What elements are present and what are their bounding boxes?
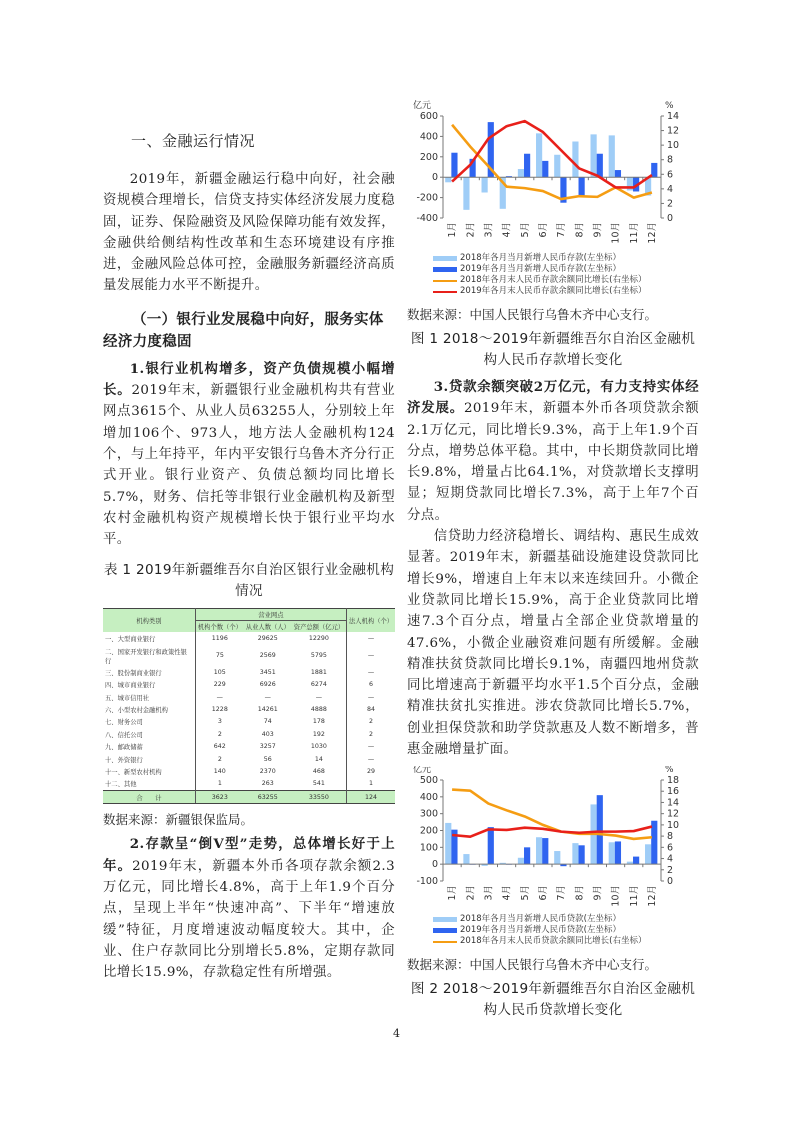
left-tick: -400 <box>416 213 438 224</box>
loan-chart-svg <box>407 766 699 914</box>
category-label: 12月 <box>646 222 658 244</box>
paragraph-body: 2019年末，新疆本外币各项存款余额2.3万亿元，同比增长4.8%，高于上年1.9个百分点，呈现上半年“快速冲高”、下半年“增速放缓”特征，月度增速波动幅度较大。其中，企业、住户存款同比分别增长5.8%，定期存款同比增长15.9%，存款稳定性有所增强。 <box>103 858 395 981</box>
right-tick: 0 <box>667 213 674 224</box>
category-label: 10月 <box>610 222 622 244</box>
bar <box>651 163 657 177</box>
legend-label: 2018年各月末人民币贷款余额同比增长(右坐标） <box>460 936 647 947</box>
legend-item <box>433 914 699 925</box>
cell-staff: 3451 <box>259 668 276 676</box>
cell-assets: 541 <box>292 778 347 791</box>
bar <box>615 842 621 865</box>
right-tick: 4 <box>667 853 674 865</box>
left-tick: -100 <box>416 876 438 888</box>
cell-legal: 29 <box>366 767 375 775</box>
cell-count: 642 <box>213 743 226 751</box>
cell-assets: 1030 <box>292 740 347 752</box>
cell-name: 四、城市商业银行 <box>103 679 195 691</box>
cell-legal: 6 <box>368 681 373 689</box>
legend-item <box>433 286 699 297</box>
cell-count: 1 <box>217 780 222 788</box>
right-tick: 2 <box>667 198 674 210</box>
legend-item <box>433 275 699 286</box>
cell-count: 2 <box>217 755 222 763</box>
table-row <box>103 691 395 703</box>
category-label: 12月 <box>646 885 658 907</box>
figure-2-source: 数据来源：中国人民银行乌鲁木齐中心支行。 <box>407 957 658 973</box>
cell-count: 3 <box>217 718 222 726</box>
figure-2-chart <box>407 766 699 947</box>
legend-swatch-icon <box>433 917 457 922</box>
paragraph-body: 2019年末，新疆本外币各项贷款余额2.1万亿元，同比增长9.3%，高于上年1.9个百分点，增势总体平稳。其中，中长期贷款同比增长9.8%，增量占比64.1%，对贷款增长支撑明显；短期贷款同比增长7.3%，高于上年7个百分点。 <box>407 401 699 523</box>
right-tick: 4 <box>667 183 674 195</box>
cell-name: 三、股份制商业银行 <box>103 666 195 678</box>
cell-assets: 12290 <box>292 632 347 644</box>
cell-staff: 403 <box>261 730 274 738</box>
cell-legal: 1 <box>368 780 373 788</box>
legend-swatch-icon <box>433 928 457 933</box>
header-group: 营业网点 <box>195 609 346 621</box>
legend-item <box>433 925 699 936</box>
bar <box>524 154 530 177</box>
left-tick: -200 <box>416 192 438 204</box>
cell-name: 七、财务公司 <box>103 716 195 728</box>
legend-label: 2019年各月当月新增人民币存款(左坐标） <box>460 264 621 274</box>
figure-1-source: 数据来源：中国人民银行乌鲁木齐中心支行。 <box>407 307 658 322</box>
table-row <box>103 645 395 666</box>
category-label: 7月 <box>556 885 568 901</box>
table-row <box>103 765 395 777</box>
total-legal: 124 <box>347 790 396 803</box>
cell-count: 105 <box>213 668 226 676</box>
right-axis-unit: % <box>665 101 674 111</box>
category-label: 11月 <box>628 222 640 244</box>
cell-count: 140 <box>213 767 226 775</box>
figure-2-caption: 图 2 2018～2019年新疆维吾尔自治区金融机构人民币贷款增长变化 <box>410 981 696 1019</box>
bar <box>609 843 615 865</box>
table-row <box>103 753 395 765</box>
table-row <box>103 666 395 678</box>
left-tick: 200 <box>419 151 438 163</box>
cell-name: 十一、新型农村机构 <box>103 765 195 777</box>
table-total-row <box>103 790 395 803</box>
header-assets: 资产总额（亿元） <box>292 621 347 633</box>
category-label: 9月 <box>592 885 604 901</box>
left-tick: 0 <box>431 172 438 184</box>
category-label: 1月 <box>447 885 459 901</box>
bar <box>488 827 494 864</box>
bar <box>524 848 530 865</box>
cell-staff: 2370 <box>259 767 276 775</box>
legend-label: 2019年各月当月新增人民币贷款(左坐标） <box>460 925 621 936</box>
bar <box>554 155 560 177</box>
paragraph-deposits <box>103 834 395 983</box>
figure-1-caption: 图 1 2018～2019年新疆维吾尔自治区金融机构人民币存款增长变化 <box>410 331 696 368</box>
right-tick: 10 <box>667 140 680 152</box>
bar <box>463 854 469 864</box>
cell-count: — <box>216 693 223 701</box>
bar <box>597 154 603 177</box>
legend-swatch-icon <box>433 291 457 293</box>
left-tick: 300 <box>419 809 438 821</box>
bar <box>518 858 524 864</box>
header-category: 机构类别 <box>103 609 195 633</box>
left-axis-unit: 亿元 <box>413 766 432 776</box>
category-label: 4月 <box>501 885 513 901</box>
right-tick: 14 <box>667 111 680 122</box>
cell-legal: — <box>367 743 375 751</box>
right-tick: 6 <box>667 169 674 181</box>
category-label: 3月 <box>483 885 495 901</box>
legend-item <box>433 264 699 275</box>
left-tick: 400 <box>419 792 438 804</box>
category-label: 4月 <box>501 222 513 238</box>
right-tick: 18 <box>667 775 680 787</box>
bar <box>615 170 621 177</box>
figure-2-legend <box>433 914 699 947</box>
page-number: 4 <box>393 1027 400 1040</box>
cell-name: 一、大型商业银行 <box>103 632 195 644</box>
left-tick: 100 <box>419 842 438 854</box>
table-caption: 表 1 2019年新疆维吾尔自治区银行业金融机构情况 <box>103 562 395 600</box>
category-label: 1月 <box>447 222 459 238</box>
cell-staff: 6926 <box>259 681 276 689</box>
legend-label: 2018年各月末人民币存款余额同比增长(右坐标） <box>460 275 647 285</box>
cell-name: 五、城市信用社 <box>103 691 195 703</box>
left-axis-unit: 亿元 <box>413 101 432 111</box>
subsection-title: （一）银行业发展稳中向好，服务实体经济力度稳固 <box>103 311 384 350</box>
legend-swatch-icon <box>433 256 457 261</box>
header-legal: 法人机构（个） <box>347 609 396 633</box>
right-column <box>407 98 699 1027</box>
cell-count: 1196 <box>211 635 228 643</box>
bar <box>572 142 578 178</box>
total-count: 3623 <box>195 790 243 803</box>
cell-assets: 14 <box>292 753 347 765</box>
paragraph-banking <box>103 359 395 551</box>
cell-assets: 192 <box>292 728 347 740</box>
paragraph-credit: 信贷助力经济稳增长、调结构、惠民生成效显著。2019年末，新疆基础设施建设贷款同比增长9%，增速自上年末以来连续回升。小微企业贷款同比增长15.9%，高于企业贷款同比增速7.3个百分点，增量占全部企业贷款增量的47.6%，小微企业融资难问题有所缓解。金融精准扶贫贷款同比增长9.1%，南疆四地州贷款同比增速高于新疆平均水平1.5个百分点，金融精准扶贫扎实推进。涉农贷款同比增长5.7%，创业担保贷款和助学贷款惠及人数不断增多，普惠金融增量扩面。 <box>407 529 699 758</box>
total-assets: 33550 <box>292 790 347 803</box>
legend-swatch-icon <box>433 267 457 272</box>
right-tick: 12 <box>667 809 680 821</box>
intro-paragraph: 2019年，新疆金融运行稳中向好，社会融资规模合理增长，信贷支持实体经济发展力度稳固，证券、保险融资及风险保障功能有效发挥，金融供给侧结构性改革和生态环境建设有序推进，金融风险总体可控，金融服务新疆经济高质量发展能力水平不断提升。 <box>103 172 395 294</box>
cell-legal: — <box>367 668 375 676</box>
category-label: 9月 <box>592 222 604 238</box>
category-label: 6月 <box>537 222 549 238</box>
cell-assets: 1881 <box>292 666 347 678</box>
cell-assets: 5795 <box>292 645 347 666</box>
header-count: 机构个数（个） <box>195 621 243 633</box>
category-label: 5月 <box>519 885 531 901</box>
right-tick: 14 <box>667 797 680 809</box>
paragraph-lead: 3.贷款余额突破2万亿元，有力支持实体经济发展。 <box>407 379 699 417</box>
cell-legal: — <box>367 652 375 660</box>
legend-label: 2019年各月末人民币存款余额同比增长(右坐标） <box>460 286 647 296</box>
legend-swatch-icon <box>433 941 457 943</box>
cell-legal: 2 <box>368 730 373 738</box>
cell-legal: — <box>367 693 375 701</box>
left-column <box>103 120 395 983</box>
cell-legal: — <box>367 635 375 643</box>
bar <box>645 845 651 865</box>
cell-name: 八、信托公司 <box>103 728 195 740</box>
left-tick: 200 <box>419 825 438 837</box>
total-label: 合 计 <box>103 790 195 803</box>
legend-label: 2018年各月当月新增人民币存款(左坐标） <box>460 253 621 263</box>
bar <box>542 161 548 177</box>
right-axis-unit: % <box>665 766 674 776</box>
bar <box>554 851 560 864</box>
deposit-chart-svg <box>407 98 699 253</box>
right-tick: 0 <box>667 876 674 888</box>
cell-count: 229 <box>213 681 226 689</box>
total-staff: 63255 <box>244 790 292 803</box>
right-tick: 6 <box>667 842 674 854</box>
bar <box>572 843 578 864</box>
cell-count: 1228 <box>211 706 228 714</box>
bar <box>536 133 542 177</box>
bar <box>579 846 585 865</box>
cell-assets: 4888 <box>292 703 347 715</box>
bar <box>609 135 615 177</box>
right-tick: 2 <box>667 865 674 877</box>
category-label: 5月 <box>519 222 531 238</box>
category-label: 6月 <box>537 885 549 901</box>
right-tick: 8 <box>667 831 674 843</box>
legend-item <box>433 253 699 264</box>
table-row <box>103 740 395 752</box>
bar <box>597 795 603 864</box>
legend-item <box>433 936 699 947</box>
table-row <box>103 728 395 740</box>
category-label: 8月 <box>574 222 586 238</box>
cell-staff: 3257 <box>259 743 276 751</box>
right-tick: 16 <box>667 786 680 798</box>
category-label: 11月 <box>628 885 640 907</box>
bar <box>633 857 639 865</box>
bar <box>445 177 451 182</box>
right-tick: 10 <box>667 820 680 832</box>
cell-name: 九、邮政储蓄 <box>103 740 195 752</box>
table-row <box>103 716 395 728</box>
figure-1-legend <box>433 253 699 297</box>
paragraph-loans <box>407 377 699 526</box>
left-tick: 600 <box>419 111 438 122</box>
bar <box>591 134 597 177</box>
paragraph-lead: 1.银行业机构增多，资产负债规模小幅增长。 <box>103 360 395 399</box>
table-row <box>103 679 395 691</box>
figure-1-chart <box>407 98 699 297</box>
category-label: 10月 <box>610 885 622 907</box>
legend-label: 2018年各月当月新增人民币贷款(左坐标） <box>460 914 621 925</box>
category-label: 3月 <box>483 222 495 238</box>
bar <box>542 838 548 864</box>
cell-staff: 56 <box>263 755 272 763</box>
bar <box>451 153 457 177</box>
cell-legal: 2 <box>368 718 373 726</box>
cell-assets: 178 <box>292 716 347 728</box>
left-tick: 500 <box>419 775 438 787</box>
paragraph-body: 2019年末，新疆银行业金融机构共有营业网点3615个、从业人员63255人，分别较上年增加106个、973人，地方法人金融机构124个，与上年持平，年内平安银行乌鲁木齐分行正式开业。银行业资产、负债总额均同比增长5.7%，财务、信托等非银行业金融机构及新型农村金融机构资产规模增长快于银行业平均水平。 <box>103 383 395 548</box>
cell-legal: — <box>367 755 375 763</box>
cell-name: 十二、其他 <box>103 778 195 791</box>
left-tick: 0 <box>431 859 438 871</box>
cell-name: 六、小型农村金融机构 <box>103 703 195 715</box>
cell-staff: — <box>264 693 271 701</box>
banking-institutions-table <box>103 608 395 804</box>
cell-name: 十、外资银行 <box>103 753 195 765</box>
category-label: 8月 <box>574 885 586 901</box>
cell-count: 2 <box>217 730 222 738</box>
paragraph-lead: 2.存款呈“倒V型”走势，总体增长好于上年。 <box>103 836 395 874</box>
category-label: 2月 <box>465 885 477 901</box>
cell-staff: 2569 <box>259 652 276 660</box>
table-row <box>103 703 395 715</box>
bar <box>536 838 542 865</box>
cell-legal: 84 <box>366 706 375 714</box>
left-tick: 400 <box>419 131 438 143</box>
table-row <box>103 778 395 791</box>
cell-staff: 14261 <box>257 706 278 714</box>
bar <box>579 177 585 195</box>
cell-assets: — <box>292 691 347 703</box>
cell-name: 二、国家开发银行和政策性银行 <box>103 645 195 666</box>
table-row <box>103 632 395 644</box>
cell-staff: 74 <box>263 718 272 726</box>
cell-assets: 6274 <box>292 679 347 691</box>
category-label: 7月 <box>556 222 568 238</box>
bar <box>445 823 451 864</box>
right-tick: 12 <box>667 125 680 137</box>
bar <box>482 177 488 192</box>
table-source: 数据来源：新疆银保监局。 <box>103 812 254 828</box>
cell-staff: 29625 <box>257 635 278 643</box>
legend-swatch-icon <box>433 280 457 282</box>
cell-assets: 468 <box>292 765 347 777</box>
bar <box>518 169 524 177</box>
bar <box>651 821 657 864</box>
category-label: 2月 <box>465 222 477 238</box>
cell-count: 75 <box>215 652 224 660</box>
section-title: 一、金融运行情况 <box>131 132 256 150</box>
cell-staff: 263 <box>261 780 274 788</box>
bar <box>463 177 469 210</box>
right-tick: 8 <box>667 154 674 166</box>
header-staff: 从业人数（人） <box>244 621 292 633</box>
